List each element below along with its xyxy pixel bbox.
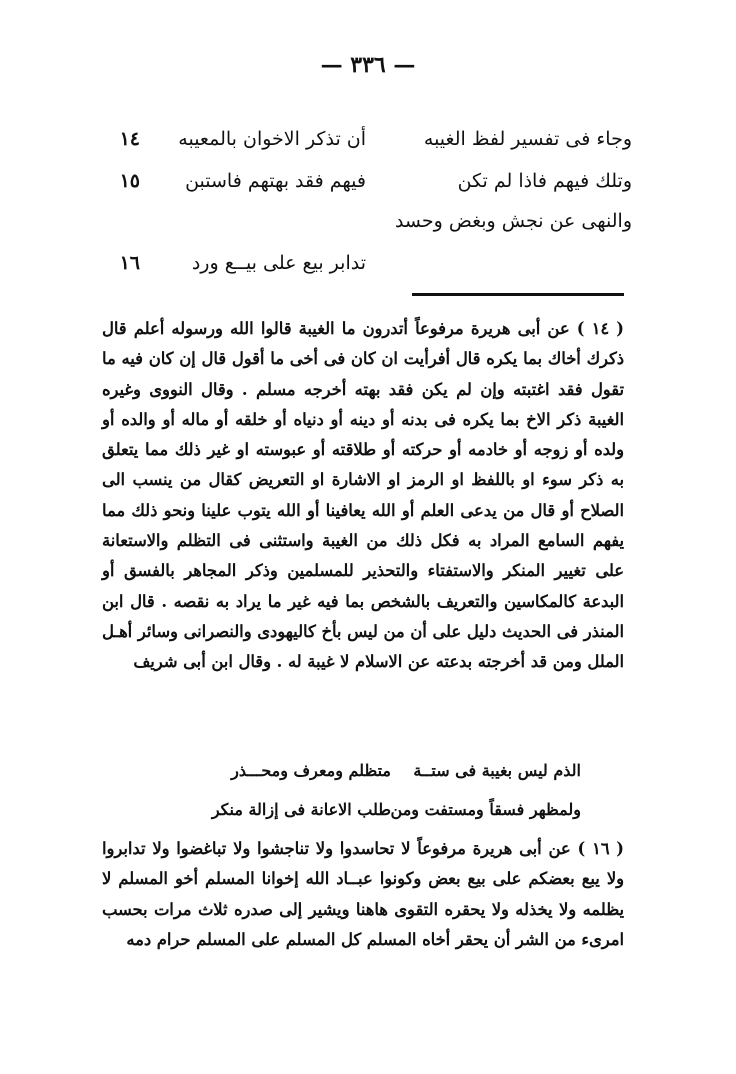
verse-hemistich-right: وتلك فيهم فاذا لم تكن [457, 170, 632, 192]
section-divider [412, 293, 624, 296]
poem-line-2 [141, 800, 581, 824]
commentary-paragraph-1: ( ١٤ ) عن أبى هريرة مرفوعاً أتدرون ما الغيبة قالوا الله ورسوله أعلم قال ذكرك أخاك بما يكره قال أفرأيت ان كان فى أخى ما أقول قال إن كان فيه ما تقول فقد اغتبته وإن لم يكن فقد بهته أخرجه مسلم . وقال النووى وغيره الغيبة ذكر الاخ بما يكره فى بدنه أو دينه أو دنياه أو خلقه أو ماله أو والده أو ولده أو زوجه أو خادمه أو حركته أو طلاقته أو عبوسته او غير ذلك مما يتعلق به ذكر سوء او باللفظ او الرمز او الاشارة او التعريض كقال من ينسب الى الصلاح أو قال من يدعى العلم أو الله يعافينا أو الله يتوب علينا ونحو ذلك مما يفهم السامع المراد به فكل ذلك من الغيبة واستثنى فى التظلم والاستعانة على تغيير المنكر والاستفتاء والتحذير للمسلمين وذكر المجاهر بالفسق أو البدعة كالمكاسين والتعريف بالشخص بما فيه غير ما يراد به نقصه . قال ابن المنذر فى الحديث دليل على أن من ليس بأخ كاليهودى والنصرانى وسائر أهـل الملل ومن قد أخرجته بدعته عن الاسلام لا غيبة له . وقال ابن أبى شريف [102, 319, 624, 672]
verse-line-3 [112, 210, 632, 238]
commentary-paragraph-2: ( ١٦ ) عن أبى هريرة مرفوعاً لا تحاسدوا ولا تناجشوا ولا تباغضوا ولا تدابروا ولا يبع بعضكم على بيع بعض وكونوا عبــاد الله إخوانا المسلم أخو المسلم لا يظلمه ولا يخذله ولا يحقره التقوى هاهنا ويشير إلى صدره ثلاث مرات بحسب امرىء من الشر أن يحقر أخاه المسلم كل المسلم على المسلم حرام دمه [102, 839, 624, 949]
verse-hemistich-right: والنهى عن نجش وبغض وحسد [394, 210, 632, 232]
page-number: — ٣٣٦ — [320, 52, 416, 78]
verse-hemistich-left: أن تذكر الاخوان بالمعيبه [178, 128, 366, 150]
verse-line-2 [112, 170, 632, 198]
poem-line-1 [141, 761, 581, 785]
verse-hemistich-left: تدابر بيع على بيــع ورد [191, 252, 366, 274]
verse-line-4 [112, 252, 632, 280]
poem-hemistich-left: طلب الاعانة فى إزالة منكر [211, 800, 391, 819]
verse-number: ١٥ [119, 170, 140, 192]
verse-number: ١٦ [119, 252, 140, 274]
poem-hemistich-right: الذم ليس بغيبة فى ستــة [413, 761, 581, 780]
poem-hemistich-left: متظلم ومعرف ومحـــذر [231, 761, 391, 780]
verse-line-1 [112, 128, 632, 156]
verse-number: ١٤ [119, 128, 140, 150]
verse-hemistich-left: فيهم فقد بهتهم فاستبن [185, 170, 366, 192]
verse-hemistich-right: وجاء فى تفسير لفظ الغيبه [423, 128, 632, 150]
poem-hemistich-right: ولمظهر فسقاً ومستفت ومن [390, 800, 581, 819]
